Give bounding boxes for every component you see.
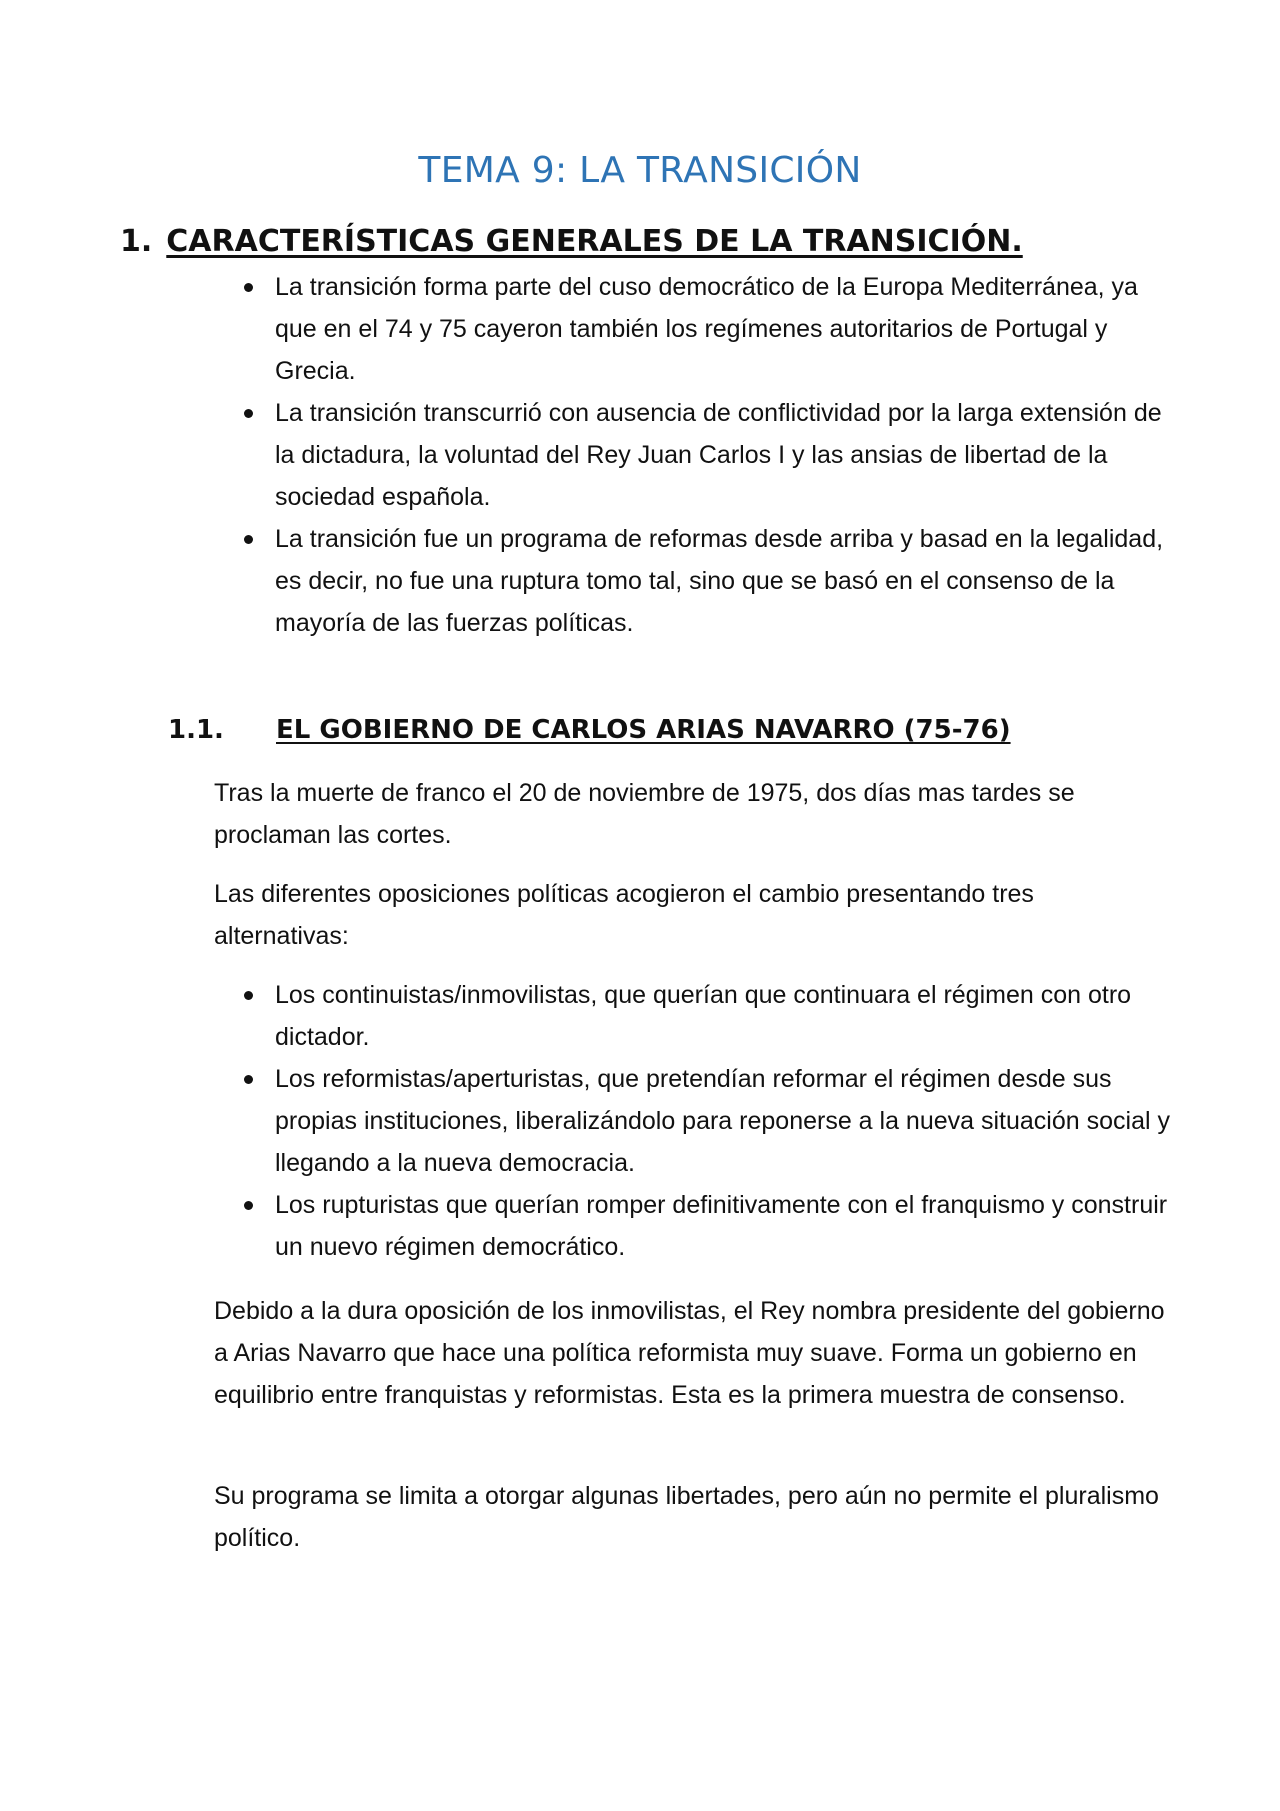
alternatives-bullet-list <box>244 974 1174 1268</box>
list-item-text: Los continuistas/inmovilistas, que querían que continuara el régimen con otro dictador. <box>275 981 1132 1051</box>
list-item <box>244 392 1174 518</box>
list-item <box>244 266 1174 392</box>
subsection-heading-text: EL GOBIERNO DE CARLOS ARIAS NAVARRO (75-76) <box>276 715 1011 745</box>
paragraph: Las diferentes oposiciones políticas acogieron el cambio presentando tres alternativas: <box>214 880 1034 950</box>
list-item <box>244 974 1174 1058</box>
list-item-text: La transición forma parte del cuso democrático de la Europa Mediterránea, ya que en el 74 y 75 cayeron también los regímenes autoritarios de Portugal y Grecia. <box>275 273 1138 385</box>
list-item-text: La transición fue un programa de reformas desde arriba y basad en la legalidad, es decir, no fue una ruptura tomo tal, sino que se basó en el consenso de la mayoría de las fuerzas políticas. <box>275 525 1164 637</box>
bullet-icon <box>244 1075 253 1084</box>
bullet-icon <box>244 409 253 418</box>
section-1-bullet-list <box>244 266 1174 644</box>
list-item-text: Los reformistas/aperturistas, que pretendían reformar el régimen desde sus propias instituciones, liberalizándolo para reponerse a la nueva situación social y llegando a la nueva democracia. <box>275 1065 1170 1177</box>
subsection-heading-1-1 <box>168 715 1011 745</box>
list-item <box>244 1058 1174 1184</box>
paragraph: Debido a la dura oposición de los inmovilistas, el Rey nombra presidente del gobierno a Arias Navarro que hace una política reformista muy suave. Forma un gobierno en equilibrio entre franquistas y reformistas. Esta es la primera muestra de consenso. <box>214 1297 1165 1409</box>
list-item-text: La transición transcurrió con ausencia de conflictividad por la larga extensión de la dictadura, la voluntad del Rey Juan Carlos I y las ansias de libertad de la sociedad española. <box>275 399 1162 511</box>
bullet-icon <box>244 1201 253 1210</box>
list-item <box>244 518 1174 644</box>
page-title: TEMA 9: LA TRANSICIÓN <box>418 150 862 191</box>
list-item-text: Los rupturistas que querían romper definitivamente con el franquismo y construir un nuevo régimen democrático. <box>275 1191 1168 1261</box>
paragraph: Su programa se limita a otorgar algunas libertades, pero aún no permite el pluralismo político. <box>214 1482 1159 1552</box>
paragraph: Tras la muerte de franco el 20 de noviembre de 1975, dos días mas tardes se proclaman las cortes. <box>214 779 1075 849</box>
section-number: 1. <box>120 224 153 259</box>
section-heading-text: CARACTERÍSTICAS GENERALES DE LA TRANSICIÓN. <box>166 224 1023 259</box>
bullet-icon <box>244 283 253 292</box>
subsection-number: 1.1. <box>168 715 224 745</box>
bullet-icon <box>244 991 253 1000</box>
section-heading-1 <box>120 224 1023 259</box>
list-item <box>244 1184 1174 1268</box>
bullet-icon <box>244 535 253 544</box>
